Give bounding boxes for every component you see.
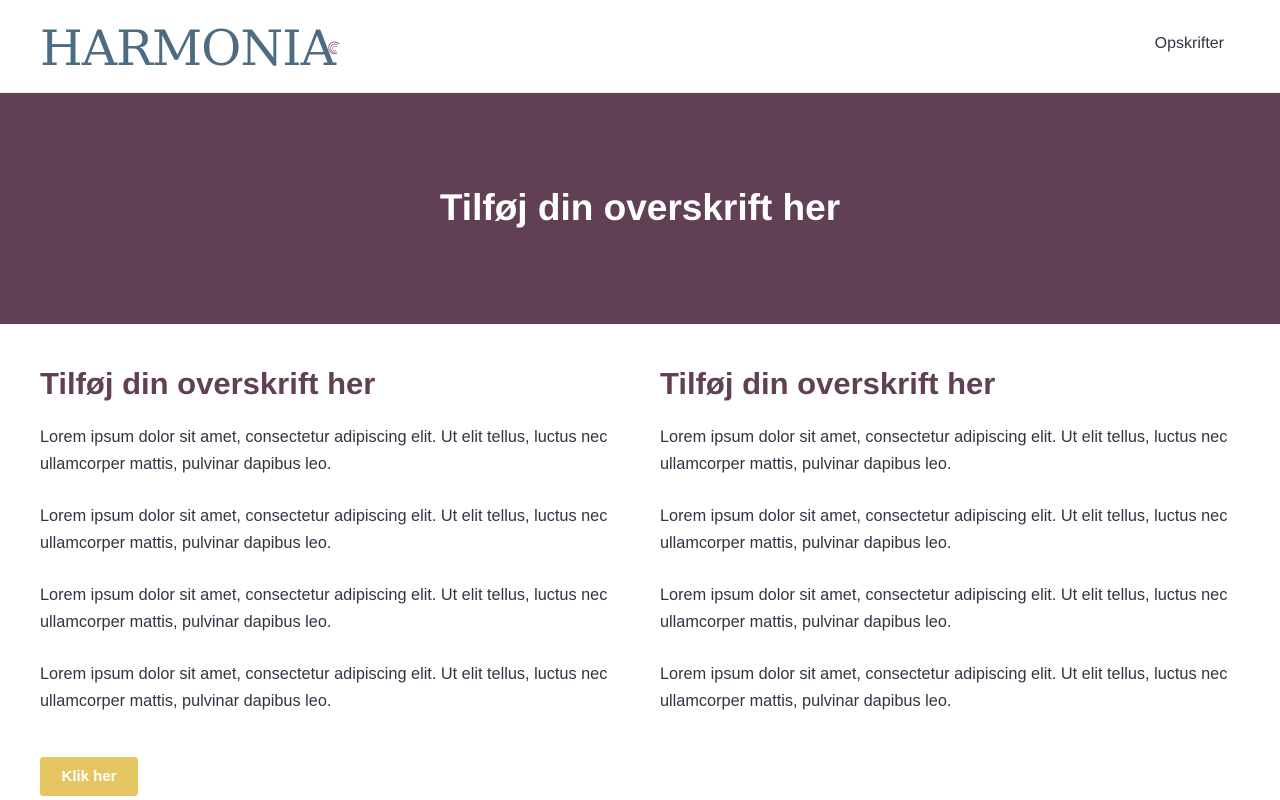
content-column-left [40, 364, 620, 740]
column-paragraph: Lorem ipsum dolor sit amet, consectetur adipiscing elit. Ut elit tellus, luctus nec ullamcorper mattis, pulvinar dapibus leo. [40, 428, 608, 473]
hero-banner [0, 93, 1280, 324]
hero-title: Tilføj din overskrift her [439, 186, 841, 228]
column-paragraph: Lorem ipsum dolor sit amet, consectetur adipiscing elit. Ut elit tellus, luctus nec ullamcorper mattis, pulvinar dapibus leo. [40, 665, 608, 710]
column-heading: Tilføj din overskrift her [660, 366, 996, 401]
site-header [0, 0, 1280, 93]
nav-link-opskrifter[interactable]: Opskrifter [1154, 35, 1224, 52]
column-paragraph: Lorem ipsum dolor sit amet, consectetur adipiscing elit. Ut elit tellus, luctus nec ullamcorper mattis, pulvinar dapibus leo. [660, 428, 1228, 473]
klik-her-button[interactable]: Klik her [40, 757, 138, 796]
column-paragraph: Lorem ipsum dolor sit amet, consectetur adipiscing elit. Ut elit tellus, luctus nec ullamcorper mattis, pulvinar dapibus leo. [660, 586, 1228, 631]
column-paragraph: Lorem ipsum dolor sit amet, consectetur adipiscing elit. Ut elit tellus, luctus nec ullamcorper mattis, pulvinar dapibus leo. [660, 507, 1228, 552]
column-paragraph: Lorem ipsum dolor sit amet, consectetur adipiscing elit. Ut elit tellus, luctus nec ullamcorper mattis, pulvinar dapibus leo. [40, 586, 608, 631]
site-logo[interactable] [40, 20, 340, 76]
column-heading: Tilføj din overskrift her [40, 366, 376, 401]
column-paragraph: Lorem ipsum dolor sit amet, consectetur adipiscing elit. Ut elit tellus, luctus nec ullamcorper mattis, pulvinar dapibus leo. [40, 507, 608, 552]
logo-wordmark: HARMONIA [40, 19, 335, 77]
content-column-right [660, 364, 1240, 740]
column-paragraph: Lorem ipsum dolor sit amet, consectetur adipiscing elit. Ut elit tellus, luctus nec ullamcorper mattis, pulvinar dapibus leo. [660, 665, 1228, 710]
swirl-logo-icon [327, 22, 340, 74]
